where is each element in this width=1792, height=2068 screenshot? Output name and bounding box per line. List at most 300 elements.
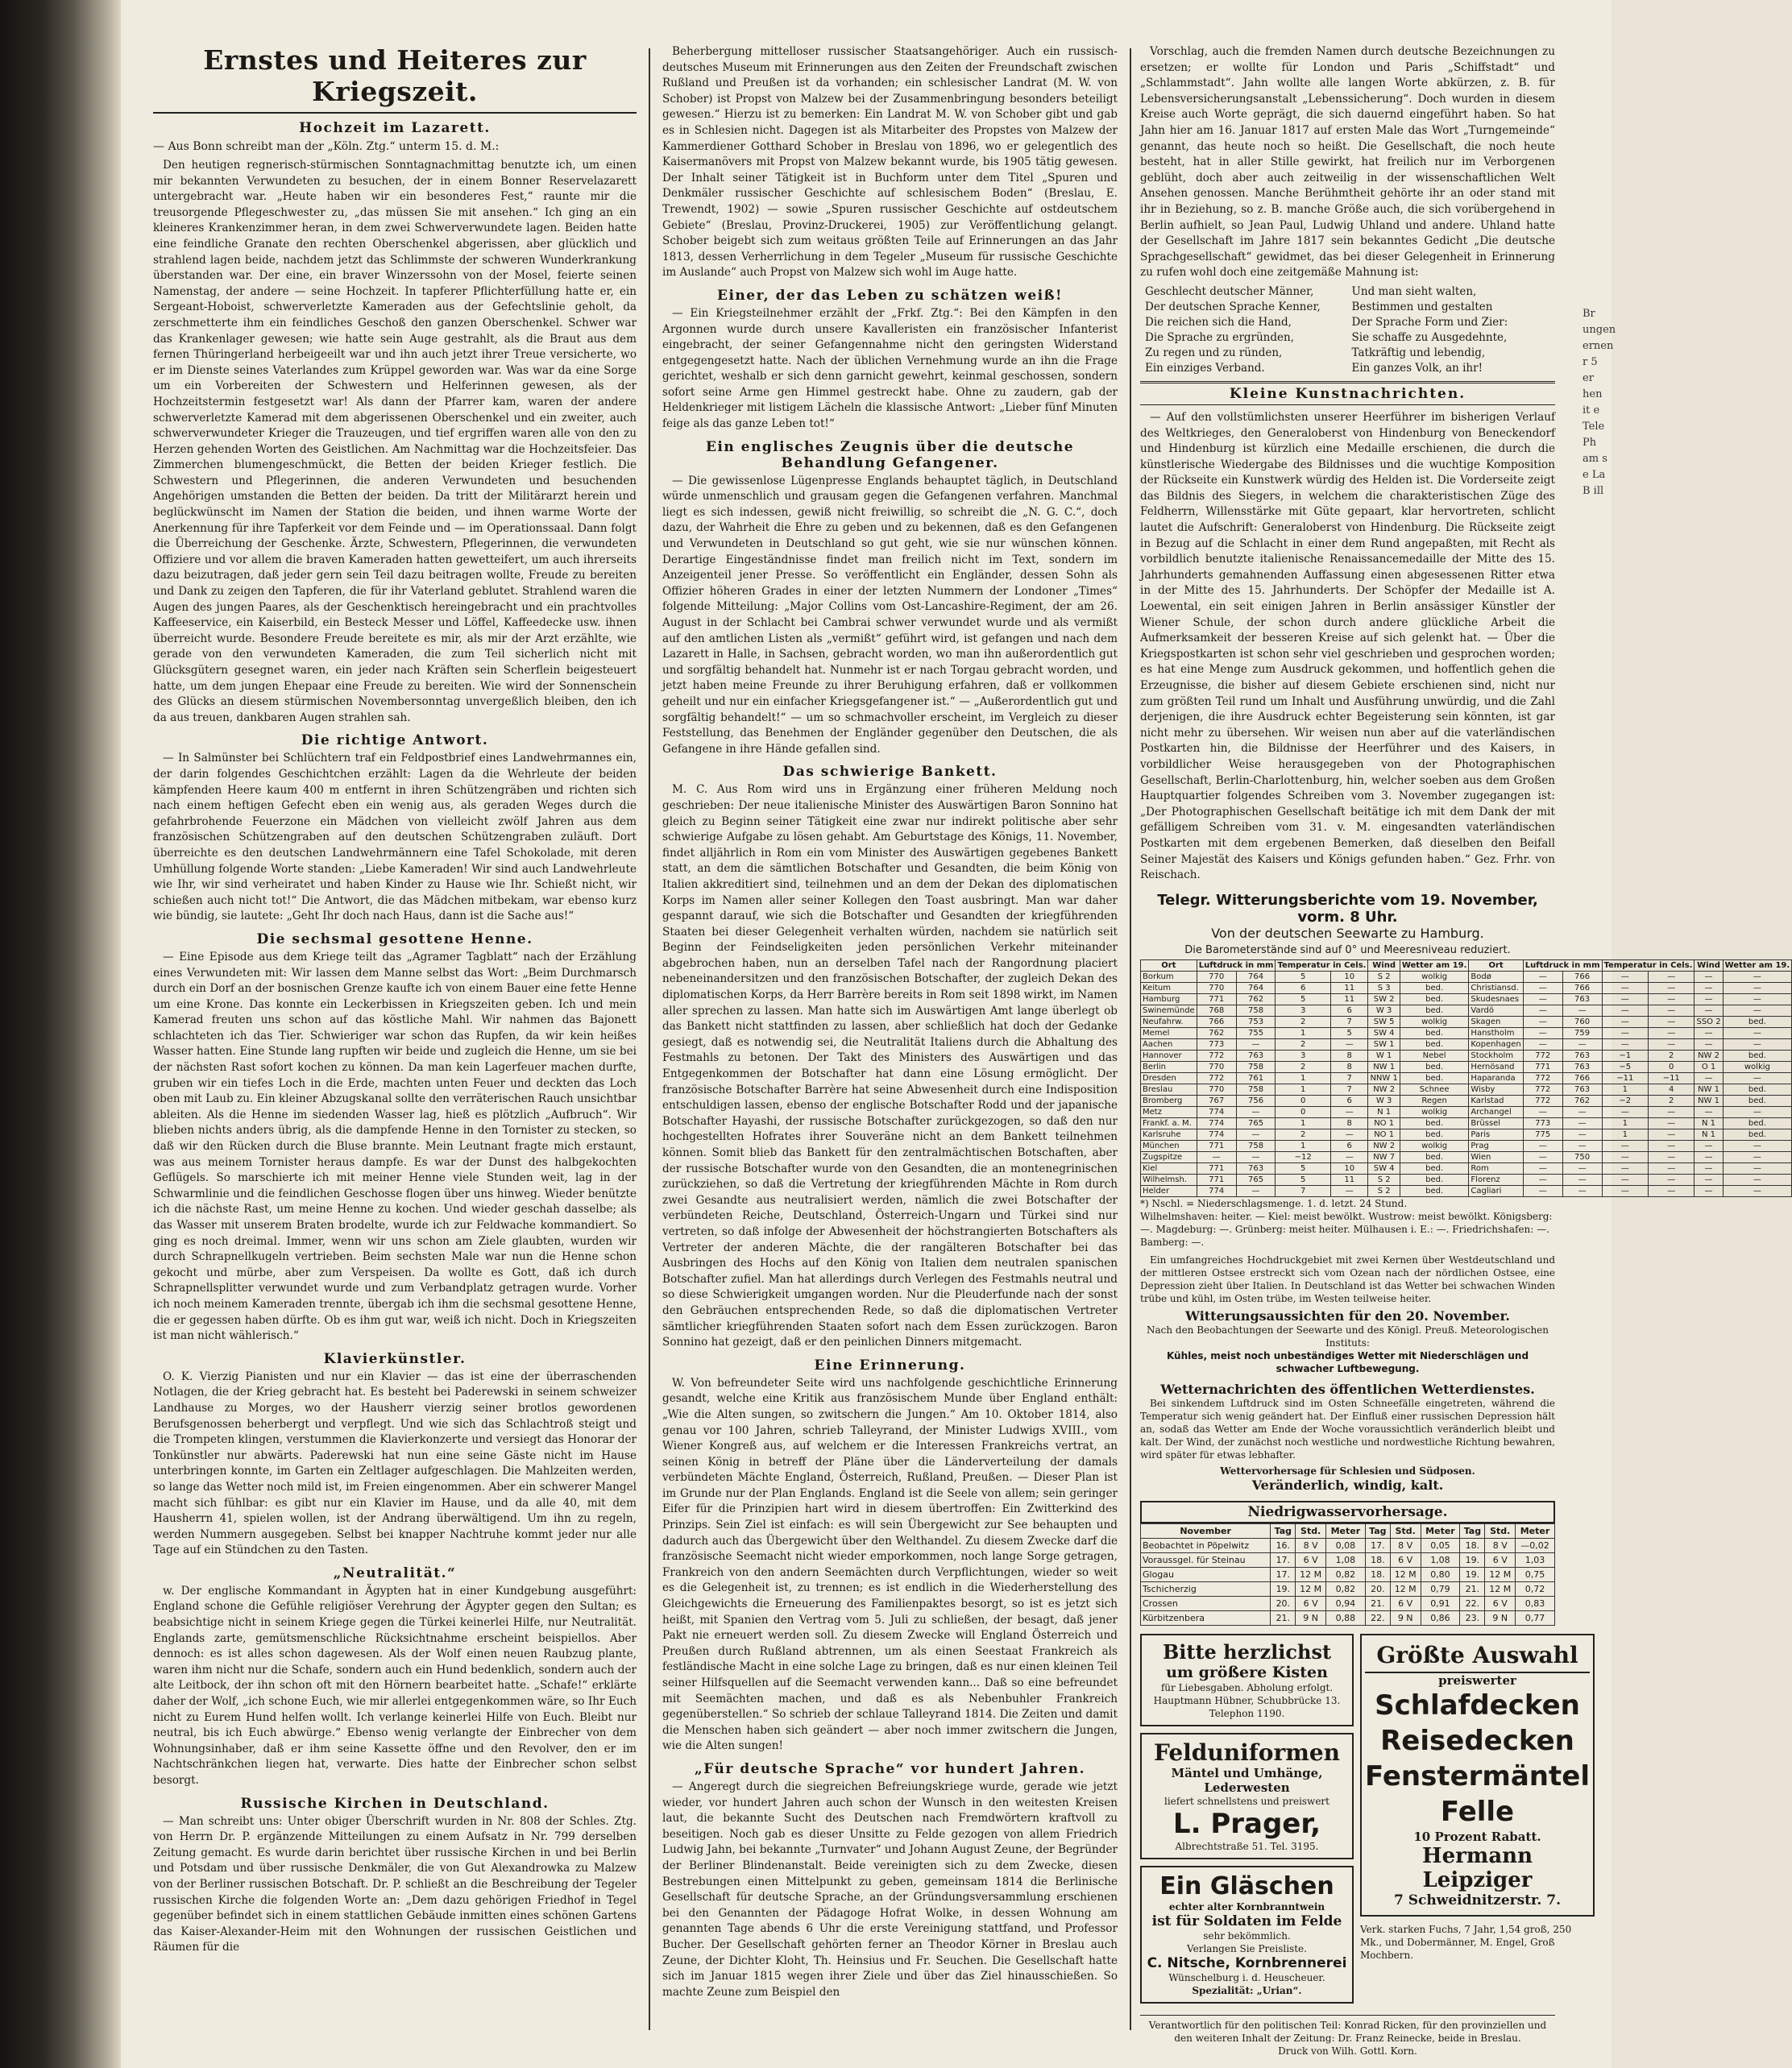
weather-cell: 5: [1276, 1162, 1330, 1174]
weather-footnote: *) Nschl. = Niederschlagsmenge. 1. d. letzt. 24 Stund.: [1140, 1197, 1408, 1209]
niedrigwasser-row: [1141, 1567, 1555, 1581]
niedrigwasser-cell: 12 M: [1485, 1567, 1516, 1581]
niedrigwasser-cell: 17.: [1271, 1552, 1296, 1567]
weather-cell: O 1: [1695, 1061, 1723, 1072]
weather-cell: Regen: [1400, 1095, 1469, 1106]
ads-left: [1140, 1634, 1354, 2010]
weather-cell: 771: [1197, 1174, 1236, 1185]
article-kirchen-cont: Beherbergung mittelloser russischer Staatsangehöriger. Auch ein russisch-deutsches Museum mit Erinnerungen aus den Zeiten der Freundschaft zwischen Rußland und Preußen ist da vorhanden; ein schlesischer Landrat (M. W. von Schober) ist Propst von Malzew bei der Zusammenbringung besonders beteiligt gewesen.“ Hierzu ist zu bemerken: Ein Landrat M. W. von Schober gibt und gab es in Schlesien nicht. Dagegen ist als Mitarbeiter des Propstes von Malzew der Kammerdiener Gotthard Schober in Breslau von 1896, wo er gelegentlich des Kaisermanövers mit Propst von Malzew bekannt wurde, bis 1905 tätig gewesen. Der Inhalt seiner Tätigkeit ist in Buchform unter dem Titel „Spuren und Denkmäler russischer Geschichte auf schlesischem Boden“ (Breslau, E. Trewendt, 1902) — sowie „Spuren russischer Geschichte auf ostdeutschem Gebiete“ (Breslau, Provinz-Druckerei, 1905) zur Veröffentlichung gelangt. Schober beigebt sich zum weitaus größten Teile auf Erinnerungen an das Jahr 1813, dessen Verherrlichung in dem Tegeler „Museum für russische Geschichte im Auslande“ auch Propst von Malzew sich wohl im Auge hatte.: [662, 45, 1118, 280]
weather-cell: —: [1649, 1005, 1695, 1016]
weather-cell: bed.: [1400, 1185, 1469, 1196]
ad-kisten: [1140, 1634, 1354, 1726]
niedrigwasser-cell: 8 V: [1485, 1538, 1516, 1552]
weather-cell: 3: [1276, 1005, 1330, 1016]
wt-head: Wind: [1368, 959, 1400, 971]
weather-cell: —: [1723, 1027, 1792, 1038]
ad-address: Wünschelburg i. d. Heuscheuer.: [1168, 1971, 1325, 1983]
niedrigwasser-cell: 0,94: [1325, 1596, 1365, 1610]
article-neutralitaet: w. Der englische Kommandant in Ägypten hat in einer Kundgebung ausgeführt: England schone die Gefühle religiöser Verehrung der Ägypter gegen den Sultan; es beabsichtige nicht in seinem Kriege gegen die Türkei keinerlei Hilfe, nur Neutralität. Englands zarte, gemütsmenschliche Rücksichtnahme erscheint beispiellos. Aber dennoch: es ist alles schon dagewesen. Als der Wolf einen neuen Raubzug plante, waren ihm nicht nur die Schafe, sondern auch ein Hund bedenklich, sondern auch der alte Leitbock, der ihn schon oft mit den Hörnern bearbeitet hatte. „Schafe!“ erklärte daher der Wolf, „ich schone Euch, wie mir allerlei entgegenkommen wäre, so Ihr Euch nicht zu Eurem Hund helfen wollt. Ich verlange keinerlei Hilfe von Euch. Bleibt nur neutral, bis ich Euch abwürge.“ Ebenso wenig verlangte der Einbrecher von dem Wohnungsinhaber, daß er ihm seine Kassette öffne und den Revolver, den er im Nachtschränkchen liegen hat, verwarte. Dies hatte der Einbrecher schon selbst besorgt.: [153, 1584, 637, 1787]
weather-cell: 1: [1276, 1084, 1330, 1095]
headline-henne: Die sechsmal gesottene Henne.: [256, 930, 533, 947]
weather-cell: 762: [1197, 1027, 1236, 1038]
weather-subtitle: Von der deutschen Seewarte zu Hamburg.: [1211, 925, 1484, 941]
weather-cell: bed.: [1723, 1016, 1792, 1027]
weather-cell: 773: [1197, 1038, 1236, 1050]
weather-cell: —: [1602, 982, 1648, 993]
weather-cell: —: [1330, 1129, 1368, 1140]
niedrigwasser-table: [1140, 1523, 1555, 1626]
weather-cell: Keitum: [1141, 982, 1197, 993]
weather-cell: 7: [1330, 1072, 1368, 1084]
vw-title: Wettervorhersage für Schlesien und Südposen.: [1220, 1465, 1475, 1477]
weather-cell: —: [1562, 1106, 1602, 1117]
weather-cell: 10: [1330, 971, 1368, 982]
weather-cell: 772: [1197, 1072, 1236, 1084]
weather-cell: Florenz: [1469, 1174, 1523, 1185]
weather-cell: —: [1523, 1005, 1562, 1016]
weather-cell: 763: [1236, 1050, 1276, 1061]
nw-head: Tag: [1271, 1523, 1296, 1538]
weather-cell: 774: [1197, 1106, 1236, 1117]
ad-item: Felle: [1440, 1795, 1515, 1828]
headline-neutralitaet: „Neutralität.“: [333, 1564, 457, 1581]
ad-felduniformen: [1140, 1733, 1354, 1859]
column-rule: [649, 48, 650, 2030]
niedrigwasser-cell: 0,86: [1421, 1610, 1460, 1625]
weather-cell: —: [1523, 993, 1562, 1005]
weather-cell: 770: [1197, 982, 1236, 993]
weather-cell: NW 2: [1368, 1140, 1400, 1151]
weather-cell: wolkig: [1723, 1061, 1792, 1072]
weather-cell: 772: [1197, 1050, 1236, 1061]
nw-head: Tag: [1460, 1523, 1485, 1538]
weather-cell: —: [1562, 1140, 1602, 1151]
wt-head: Temperatur in Cels.: [1276, 959, 1368, 971]
weather-cell: —: [1649, 1151, 1695, 1162]
niedrigwasser-cell: 1,08: [1421, 1552, 1460, 1567]
weather-cell: 1: [1602, 1117, 1648, 1129]
weather-cell: —: [1602, 971, 1648, 982]
weather-cell: bed.: [1400, 1038, 1469, 1050]
weather-cell: −11: [1649, 1072, 1695, 1084]
wt-head: Temperatur in Cels.: [1602, 959, 1695, 971]
poem-line: Ein ganzes Volk, an ihr!: [1351, 361, 1483, 375]
ad-line: sehr bekömmlich.: [1203, 1929, 1291, 1942]
weather-cell: 766: [1562, 982, 1602, 993]
weather-cell: —: [1523, 1174, 1562, 1185]
weather-cell: —: [1602, 1162, 1648, 1174]
niedrigwasser-cell: 12 M: [1390, 1567, 1421, 1581]
niedrigwasser-row: [1141, 1596, 1555, 1610]
weather-cell: Bromberg: [1141, 1095, 1197, 1106]
column-rule: [1130, 48, 1131, 2030]
weather-cell: Kopenhagen: [1469, 1038, 1523, 1050]
weather-cell: Bodø: [1469, 971, 1523, 982]
niedrigwasser-cell: 19.: [1271, 1581, 1296, 1596]
ad-item: Fenstermäntel: [1365, 1759, 1590, 1792]
ad-rabatt: 10 Prozent Rabatt.: [1413, 1829, 1541, 1844]
weather-cell: 771: [1197, 1140, 1236, 1151]
weather-cell: Berlin: [1141, 1061, 1197, 1072]
weather-cell: —: [1523, 982, 1562, 993]
weather-cell: 772: [1523, 1095, 1562, 1106]
weather-cell: SW 2: [1368, 993, 1400, 1005]
wn-title: Wetternachrichten des öffentlichen Wetterdienstes.: [1160, 1381, 1535, 1397]
weather-row: [1141, 1095, 1792, 1106]
weather-cell: bed.: [1723, 1050, 1792, 1061]
niedrigwasser-cell: 0,05: [1421, 1538, 1460, 1552]
weather-cell: —: [1330, 1038, 1368, 1050]
weather-cell: 765: [1236, 1174, 1276, 1185]
niedrigwasser-cell: 6 V: [1485, 1596, 1516, 1610]
weather-cell: 2: [1276, 1038, 1330, 1050]
weather-cell: —: [1562, 1005, 1602, 1016]
weather-cell: 763: [1562, 1061, 1602, 1072]
imprint-printer: Druck von Wilh. Gottl. Korn.: [1278, 2045, 1417, 2057]
article-bankett: M. C. Aus Rom wird uns in Ergänzung einer früheren Meldung noch geschrieben: Der neue italienische Minister des Auswärtigen Baron Sonnino hat gleich zu Beginn seiner Tätigkeit eine zwar nur indirekt politische aber sehr schwierige Aufgabe zu lösen gehabt. Am Geburtstage des Königs, 11. November, findet alljährlich in Rom ein vom Minister des Auswärtigen gegebenes Bankett statt, an dem die sämtlichen Botschafter und Gesandten, die beim König von Italien akkreditiert sind, teilnehmen und an dem der Dekan des diplomatischen Korps im Namen aller seiner Kollegen den Toast ausbringt. Man war daher gespannt darauf, wie sich die Botschafter und Gesandten der kriegführenden Staaten bei dieser Gelegenheit verhalten würden, nachdem sie natürlich seit Beginn der Feindseligkeiten jeden persönlichen Verkehr miteinander abgebrochen haben, nun an derselben Tafel nach der Rangordnung placiert nebeneinandersitzen und den französischen Botschafter, der zugleich Dekan des diplomatischen Korps, da Herr Barrère bereits in Rom seit 1898 wirkt, im Namen aller sprechen zu lassen. Man hatte sich im Auswärtigen Amt lange überlegt ob das Bankett nicht stattfinden zu lassen, aber schließlich hat doch der Gedanke gesiegt, daß es notwendig sei, die Neutralität Italiens durch die Abhaltung des Festmahls zu betonen. Der Takt des Ministers des Auswärtigen und das Entgegenkommen der Botschafter hat dann eine Lösung ermöglicht. Der französische Botschafter Barrère hat seine Abwesenheit durch eine Indisposition entschuldigen lassen, ebenso der englische Botschafter Rodd und der japanische Botschafter Hayashi, der russische Botschafter zurückgezogen, so daß den nur hochgestellten Hofrates ihrer Souveräne nicht an dem Bankett teilnehmen können. Somit blieb das Bankett für den zentralmächtischen Botschaften, aber der russische Botschafter wurde von den Gesandten, die an montenegrinischen zurückziehen, so daß die Vertretung der kriegführenden Mächte in Rom durch zwei Gesandte aus neutralisiert werden, nämlich die zwei Botschafter der verbündeten Reiche, Deutschland, Österreich-Ungarn und Türkei sind nur vertreten, so daß infolge der Abwesenheit der höchstrangierten Botschafters als Vertreter der anderen Mächte, die der rangälteren Botschafter bei das Ausbringen des Hochs auf den König von Italien dem neutralen spanischen Botschafter zufiel. Man hat allerdings durch Verlegen des Festmahls neutral und so diese Schwierigkeit umgangen worden. Nur die Pleuderfunde nach der sonst den Gebräuchen entsprechenden Rede, so daß die diplomatischen Vertreter sämtlicher kriegführenden Staaten sofort nach dem Essen zurückzogen. Baron Sonnino hat gezeigt, daß er den peinlichen Dinners mitgemacht.: [662, 783, 1118, 1349]
ad-line: Verlangen Sie Preisliste.: [1187, 1942, 1307, 1954]
ad-title: Bitte herzlichst: [1162, 1639, 1332, 1664]
weather-cell: —: [1695, 1151, 1723, 1162]
niedrigwasser-cell: 6 V: [1485, 1552, 1516, 1567]
weather-cell: SW 4: [1368, 1162, 1400, 1174]
weather-row: [1141, 1151, 1792, 1162]
weather-cell: —: [1649, 1027, 1695, 1038]
weather-cell: —: [1695, 1140, 1723, 1151]
weather-cell: —: [1695, 1072, 1723, 1084]
weather-cell: bed.: [1400, 1174, 1469, 1185]
weather-title: Telegr. Witterungsberichte vom 19. November, vorm. 8 Uhr.: [1157, 891, 1538, 926]
weather-cell: 771: [1523, 1061, 1562, 1072]
article-sprache: — Angeregt durch die siegreichen Befreiungskriege wurde, gerade wie jetzt wieder, vor hundert Jahren auch schon der Wunsch in den weitesten Kreisen laut, die bekannte Sucht des Deutschen nach Fremdwörtern kraftvoll zu beseitigen. Noch gab es dieser Unsitte zu Felde gezogen von allem Friedrich Ludwig Jahn, bei bekannte „Turnvater“ und Johann August Zeune, der Begründer der Berliner Blindenanstalt. Beide vereinigten sich zu dem Zwecke, diesen Bestrebungen einen Mittelpunkt zu geben, gemeinsam 1814 die Berlinische Gesellschaft für deutsche Sprache, an der Gründungsversammlung erschienen bei den Genannten der Pädagoge Hofrat Wolke, in dessen Wohnung am genannten Tage abends 6 Uhr die erste Vereinigung stattfand, und Professor Bucher. Der Gesellschaft gehörten ferner an Theodor Körner in Breslau auch Zeune, der Dichter Kloht, Th. Heinsius und Fr. Seuchen. Die Gesellschaft hatte sich im Januar 1815 wegen ihrer Ziele und über das Ziel hinausschießen. So machte Zeune zum Beispiel den: [662, 1780, 1118, 1999]
weather-cell: NW 2: [1695, 1050, 1723, 1061]
weather-cell: —: [1695, 1027, 1723, 1038]
weather-cell: SW 4: [1368, 1027, 1400, 1038]
weather-row: [1141, 1162, 1792, 1174]
weather-cell: Vardö: [1469, 1005, 1523, 1016]
ad-title: Ein Gläschen: [1159, 1871, 1334, 1900]
weather-cell: 762: [1562, 1095, 1602, 1106]
nw-head: Meter: [1516, 1523, 1555, 1538]
article-kirchen: — Man schreibt uns: Unter obiger Überschrift wurden in Nr. 808 der Schles. Ztg. von Herrn Dr. P. ergänzende Mitteilungen zu einem Aufsatz in Nr. 799 derselben Zeitung gemacht. Es wurde darin berichtet über russische Kirchen in und bei Berlin und Potsdam und über russische Denkmäler, die von Gut Alexandrowka zu Malzew von der Berliner russischen Botschaft. Dr. P. schließt an die Beschreibung der Tegeler russischen Kirche die folgenden Worte an: „Dem dazu gehörigen Friedhof in Tegel gegenüber befindet sich in einem stattlichen Gebäude inmitten eines schönen Gartens das Kaiser-Alexander-Heim mit den Wohnungen der russischen Geistlichen und Räumen für die: [153, 1814, 637, 1954]
weather-cell: 763: [1562, 993, 1602, 1005]
weather-cell: —: [1197, 1151, 1236, 1162]
niedrigwasser-cell: 0,08: [1325, 1538, 1365, 1552]
weather-cell: —: [1723, 1072, 1792, 1084]
niedrigwasser-row: [1141, 1581, 1555, 1596]
weather-cell: 774: [1197, 1185, 1236, 1196]
niedrigwasser-cell: 12 M: [1390, 1581, 1421, 1596]
weather-cell: 756: [1236, 1095, 1276, 1106]
ad-name: L. Prager,: [1172, 1807, 1321, 1840]
niedrigwasser-cell: 6 V: [1390, 1596, 1421, 1610]
niedrigwasser-cell: 18.: [1365, 1567, 1390, 1581]
weather-cell: 764: [1236, 971, 1276, 982]
weather-cell: —: [1236, 1129, 1276, 1140]
weather-cell: Cagliari: [1469, 1185, 1523, 1196]
weather-cell: 1: [1602, 1129, 1648, 1140]
forecast-text: Kühles, meist noch unbeständiges Wetter mit Niederschlägen und schwacher Luftbewegung.: [1166, 1349, 1529, 1374]
article-sprache-cont: Vorschlag, auch die fremden Namen durch deutsche Bezeichnungen zu ersetzen; er wollte für London und Paris „Schiffstadt“ und „Schlammstadt“. Jahn wollte alle langen Worte abkürzen, z. B. für Lebensversicherungsanstalt „Lebenssicherung“. Doch wurden in diesem Kreise auch Worte geprägt, die sich dauernd eingeführt haben. So hat Jahn hier am 16. Januar 1817 auf ersten Male das Wort „Turngemeinde“ genannt, das heute noch so heißt. Die Gesellschaft, die noch heute besteht, hat in aller Stille gewirkt, hat freilich nur im Verborgenen geblüht, doch aber auch zeitweilig in der wissenschaftlichen Welt Ansehen genossen. Manche Berühmtheit gehörte ihr an oder stand mit ihr in Beziehung, so z. B. manche Größe auch, die sich vorübergehend in Berlin aufhielt, so Jean Paul, Ludwig Uhland und andere. Uhland hatte der Gesellschaft im Jahre 1817 sein bekanntes Gedicht „Die deutsche Sprachgesellschaft“ gewidmet, das bei dieser Gelegenheit in Erinnerung zu rufen wohl doch eine zeitgemäße Mahnung ist:: [1140, 45, 1555, 280]
niedrigwasser-cell: —0,02: [1516, 1538, 1555, 1552]
weather-cell: Zugspitze: [1141, 1151, 1197, 1162]
weather-cell: —: [1523, 1140, 1562, 1151]
niedrigwasser-cell: 6 V: [1296, 1596, 1326, 1610]
niedrigwasser-cell: Glogau: [1141, 1567, 1271, 1581]
weather-cell: —: [1649, 1117, 1695, 1129]
wn-text: Bei sinkendem Luftdruck sind im Osten Schneefälle eingetreten, während die Temperatur sich wenig geändert hat. Der Einfluß einer russischen Depression hält an, sodaß das Wetter am Ende der Woche voraussichtlich veränderlich bleibt und kalt. Der Wind, der zunächst noch westliche und nordwestliche Richtung bewahren, wird später für etwas lebhafter.: [1140, 1397, 1555, 1461]
niedrigwasser-cell: 23.: [1460, 1610, 1485, 1625]
page-title: Ernstes und Heiteres zur Kriegszeit.: [203, 44, 587, 107]
weather-row: [1141, 1117, 1792, 1129]
niedrigwasser-cell: 21.: [1365, 1596, 1390, 1610]
weather-cell: Wien: [1469, 1151, 1523, 1162]
weather-cell: 750: [1562, 1151, 1602, 1162]
weather-cell: —: [1523, 1016, 1562, 1027]
ad-line: liefert schnellstens und preiswert: [1164, 1795, 1329, 1807]
niedrigwasser-cell: 19.: [1460, 1567, 1485, 1581]
weather-cell: München: [1141, 1140, 1197, 1151]
headline-zeugnis: Ein englisches Zeugnis über die deutsche Behandlung Gefangener.: [705, 438, 1075, 471]
ad-body: für Liebesgaben. Abholung erfolgt. Hauptmann Hübner, Schubbrücke 13. Telephon 1190.: [1153, 1681, 1341, 1719]
weather-cell: bed.: [1400, 982, 1469, 993]
weather-row: [1141, 1027, 1792, 1038]
nw-head: Std.: [1296, 1523, 1326, 1538]
poem-left: [1145, 284, 1344, 376]
weather-cell: 753: [1236, 1016, 1276, 1027]
weather-cell: Dresden: [1141, 1072, 1197, 1084]
article-hochzeit: Den heutigen regnerisch-stürmischen Sonntagnachmittag benutzte ich, um einen mir bekannten Verwundeten zu besuchen, der in einem Bonner Reservelazarett untergebracht war. „Heute haben wir ein besonderes Fest,“ raunte mir die treusorgende Pflegeschwester zu, „das müssen Sie mit ansehen.“ Ich ging an ein kleineres Krankenzimmer heran, in dem zwei Schwerverwundete lagen. Beiden hatte eine feindliche Granate den rechten Oberschenkel abgerissen, aber glücklich und strahlend lagen beide, nachdem jetzt das Schlimmste der schweren Wunderkrankung überstanden war. Der eine, ein braver Winzerssohn von der Mosel, feierte seinen Namenstag, der andere — seine Hochzeit. In tapferer Pflichterfüllung hatte er, ein Sergeant-Hoboist, schwerverletzte Kameraden aus der Gefechtslinie geholt, da zerschmetterte ihm ein feindliches Geschoß den ganzen Oberschenkel. Schwer war das Krankenlager gewesen; wie hatte sein Auge gestrahlt, als die Braut aus dem fernen Thüringerland herbeigeeilt war und ihn auch jetzt ihrer Treue versicherte, wo er im Dienste seines Vaterlandes zum Krüppel geworden war. Was war da eine Sorge um ein Vorbereiten der Schwestern und Helferinnen gewesen, als der Hochzeitstermin festgesetzt war! Als dann der Pfarrer kam, waren der andere schwerverletzte Kamerad mit dem abgerissenen Oberschenkel und ein zweiter, auch schwerverwundeter Krieger die Trauzeugen, und tief ergriffen waren alle von den zu Herzen gehenden Worten des Geistlichen. Am Nachmittag war die Hochzeitsfeier. Das Zimmerchen blumengeschmückt, die Betten der beiden Krieger festlich. Die Schwestern und Pflegerinnen, die anderen Verwundeten und besuchenden Angehörigen umstanden die Betten der beiden. Da tritt der Militärarzt herein und beglückwünscht im Namen der Station die beiden, und ihnen warme Worte der Anerkennung für ihre Tapferkeit vor dem Feinde und — im Operationssaal. Dann folgt die Überreichung der Geschenke. Ärzte, Schwestern, Pflegerinnen, die verwundeten Offiziere und vor allem die braven Kameraden hatten gewetteifert, um auch ihrerseits dazu beizutragen, daß jeder gern sein Teil dazu beitragen wollte, Freude zu bereiten und Dank zu zeigen den Tapferen, die für ihr Vaterland geblutet. Strahlend waren die Augen des jungen Paares, als der Geschenktisch hereingebracht und ein prachtvolles Kaffeeservice, ein Kaiserbild, ein Besteck Messer und Löffel, Kaffeedecke usw. ihnen überreicht wurde. Besondere Freude bereitete es mir, als mir der Arzt erzählte, wie gerade von den verwundeten Kameraden, die zum Teil sicherlich nicht mit Glücksgütern gesegnet waren, ein jeder nach Kräften sein Scherflein beigesteuert hatte, um dem jungen Ehepaar eine Freude zu bereiten. Wie wird der Sonnenschein des Glücks an diesem stürmischen Novembersonntag unvergeßlich bleiben, den ich da aus treuen, dankbaren Augen strahlen sah.: [153, 159, 637, 724]
weather-cell: bed.: [1723, 1129, 1792, 1140]
weather-cell: 772: [1523, 1084, 1562, 1095]
weather-cell: —: [1602, 1016, 1648, 1027]
weather-cell: NW 1: [1695, 1095, 1723, 1106]
weather-cell: —: [1602, 1140, 1648, 1151]
weather-cell: Nebel: [1400, 1050, 1469, 1061]
article-kunst: — Auf den vollstümlichsten unserer Heerführer im bisherigen Verlauf des Weltkrieges, den Generaloberst von Hindenburg von Beneckendorf und Hindenburg ist kürzlich eine Medaille erschienen, die durch die künstlerische Wiedergabe des Bildnisses und die wuchtige Komposition der Rückseite ein Kunstwerk würdig des Helden ist. Die Vorderseite zeigt das Bildnis des Siegers, in welchem die charakteristischen Züge des Feldherrn, Willensstärke mit Güte gepaart, klar hervortreten, schlicht lautet die Aufschrift: Generaloberst von Hindenburg. Die Rückseite zeigt in Bezug auf die Schlacht in einer dem Rund angepaßten, mit Recht als vorbildlich benutzte italienische Renaissancemedaille der Mitte des 15. Jahrhunderts gemahnenden Auffassung einen abgesessenen Ritter etwa in der Mitte des 15. Jahrhunderts. Der Schöpfer der Medaille ist A. Loewental, ein seit einigen Jahren in Berlin ansässiger Künstler der Wiener Schule, der schon durch andere glückliche Arbeit die Aufmerksamkeit der besseren Kreise auf sich gelenkt hat. — Über die Kriegspostkarten ist schon sehr viel geschrieben und gesprochen worden; es hat eine Menge zum Ausdruck gekommen, und hoffentlich gehen die Erzeugnisse, die bisher auf diesem Gebiete erschienen sind, nicht nur zum größten Teil rund um Inhalt und Ausführung unwürdig, und die Zahl derjenigen, die ihre Ausdruck echter Begeisterung sein könnten, ist gar nicht mehr zu übersehen. Wir weisen nun aber auf die vaterländischen Postkarten hin, die Bildnisse der Heerführer und des Kaisers, in vorbildlicher Weise herausgegeben von der Photographischen Gesellschaft, Berlin-Charlottenburg, hin, welcher soeben aus dem Großen Hauptquartier folgendes Schreiben vom 3. November zugegangen ist: „Der Photographischen Gesellschaft beitätige ich mit dem Dank der mit gefälligem Schreiben vom 31. v. M. eingesandten vaterländischen Postkarten mit dem ergebenen Bemerken, daß dieselben den Beifall Seiner Majestät des Kaisers und Königs gefunden haben.“ Gez. Frhr. von Reischach.: [1140, 410, 1555, 882]
weather-cell: Skagen: [1469, 1016, 1523, 1027]
ad-line: Lederwesten: [1204, 1780, 1290, 1795]
niedrigwasser-cell: 22.: [1460, 1596, 1485, 1610]
weather-cell: Kiel: [1141, 1162, 1197, 1174]
wt-head: Wetter am 19.: [1400, 959, 1469, 971]
poem-line: Sie schaffe zu Ausgedehnte,: [1351, 330, 1508, 344]
niedrigwasser-cell: 17.: [1271, 1567, 1296, 1581]
weather-row: [1141, 1016, 1792, 1027]
weather-cell: —: [1695, 982, 1723, 993]
weather-cell: −5: [1602, 1061, 1648, 1072]
weather-cell: bed.: [1723, 1084, 1792, 1095]
weather-cell: bed.: [1400, 1129, 1469, 1140]
weather-cell: —: [1523, 1151, 1562, 1162]
poem-line: Tatkräftig und lebendig,: [1351, 346, 1486, 359]
weather-cell: −11: [1602, 1072, 1648, 1084]
weather-cell: —: [1523, 971, 1562, 982]
ad-line: echter alter Kornbranntwein: [1168, 1900, 1325, 1913]
weather-cell: 766: [1197, 1016, 1236, 1027]
weather-cell: 0: [1276, 1095, 1330, 1106]
weather-cell: 774: [1197, 1129, 1236, 1140]
weather-cell: 10: [1330, 1162, 1368, 1174]
weather-row: [1141, 1084, 1792, 1095]
poem-line: Zu regen und zu ründen,: [1145, 346, 1283, 359]
weather-cell: —: [1602, 993, 1648, 1005]
weather-cell: —: [1695, 1005, 1723, 1016]
weather-cell: W 1: [1368, 1050, 1400, 1061]
ad-fuchs: Verk. starken Fuchs, 7 Jahr, 1,54 groß, 250 Mk., und Dobermänner, M. Engel, Groß Mochbern.: [1360, 1923, 1572, 1961]
weather-cell: 775: [1523, 1129, 1562, 1140]
headline-klavier: Klavierkünstler.: [323, 1350, 467, 1367]
ads-right: [1360, 1634, 1595, 2010]
weather-cell: —: [1649, 1016, 1695, 1027]
niedrigwasser-cell: 0,83: [1516, 1596, 1555, 1610]
weather-cell: —: [1649, 1106, 1695, 1117]
imprint: [1140, 2015, 1555, 2058]
weather-cell: 2: [1276, 1016, 1330, 1027]
weather-cell: 763: [1236, 1162, 1276, 1174]
weather-cell: —: [1236, 1151, 1276, 1162]
weather-cell: Karlstad: [1469, 1095, 1523, 1106]
weather-cell: SW 1: [1368, 1038, 1400, 1050]
weather-cell: Karlsruhe: [1141, 1129, 1197, 1140]
weather-cell: —: [1523, 1106, 1562, 1117]
weather-cell: —: [1602, 1151, 1648, 1162]
weather-cell: 2: [1276, 1129, 1330, 1140]
weather-cell: —: [1602, 1185, 1648, 1196]
weather-cell: 755: [1236, 1027, 1276, 1038]
weather-cell: 4: [1649, 1084, 1695, 1095]
weather-cell: —: [1695, 1106, 1723, 1117]
weather-cell: SW 5: [1368, 1016, 1400, 1027]
weather-cell: 6: [1330, 1095, 1368, 1106]
weather-cell: S 3: [1368, 982, 1400, 993]
niedrigwasser-cell: 0,80: [1421, 1567, 1460, 1581]
niedrigwasser-cell: Tschicherzig: [1141, 1581, 1271, 1596]
weather-cell: 764: [1236, 982, 1276, 993]
weather-cell: N 1: [1368, 1106, 1400, 1117]
weather-cell: —: [1562, 1117, 1602, 1129]
niedrigwasser-cell: 18.: [1365, 1552, 1390, 1567]
niedrigwasser-cell: 0,77: [1516, 1610, 1555, 1625]
column-2: [662, 44, 1118, 2042]
niedrigwasser-cell: Crossen: [1141, 1596, 1271, 1610]
weather-row: [1141, 1106, 1792, 1117]
weather-cell: −2: [1602, 1095, 1648, 1106]
niedrigwasser-cell: Beobachtet in Pöpelwitz: [1141, 1538, 1271, 1552]
weather-cell: 772: [1523, 1050, 1562, 1061]
weather-cell: Aachen: [1141, 1038, 1197, 1050]
weather-cell: 7: [1330, 1084, 1368, 1095]
weather-cell: 759: [1562, 1027, 1602, 1038]
weather-row: [1141, 971, 1792, 982]
weather-cell: —: [1723, 1005, 1792, 1016]
forecast-title: Witterungsaussichten für den 20. November.: [1185, 1308, 1510, 1324]
niedrigwasser-cell: 12 M: [1296, 1581, 1326, 1596]
weather-cell: —: [1330, 1151, 1368, 1162]
headline-antwort: Die richtige Antwort.: [301, 732, 489, 749]
weather-cell: —: [1523, 1038, 1562, 1050]
weather-cell: bed.: [1723, 1117, 1792, 1129]
weather-cell: —: [1723, 1038, 1792, 1050]
weather-cell: Stockholm: [1469, 1050, 1523, 1061]
niedrigwasser-cell: 6 V: [1296, 1552, 1326, 1567]
niedrigwasser-cell: 21.: [1460, 1581, 1485, 1596]
weather-cell: —: [1649, 1140, 1695, 1151]
weather-cell: —: [1695, 971, 1723, 982]
weather-cell: 763: [1562, 1050, 1602, 1061]
ad-name: Hermann Leipziger: [1422, 1843, 1533, 1892]
weather-cell: —: [1649, 1174, 1695, 1185]
niedrigwasser-cell: 17.: [1365, 1538, 1390, 1552]
niedrigwasser-cell: 0,82: [1325, 1581, 1365, 1596]
weather-cell: 770: [1197, 1084, 1236, 1095]
weather-cell: S 2: [1368, 1185, 1400, 1196]
weather-cell: Hanstholm: [1469, 1027, 1523, 1038]
weather-cell: 6: [1276, 982, 1330, 993]
weather-row: [1141, 1061, 1792, 1072]
weather-cell: 6: [1330, 1140, 1368, 1151]
weather-cell: Schnee: [1400, 1084, 1469, 1095]
ad-item: Schlafdecken: [1375, 1689, 1580, 1722]
weather-cell: —: [1236, 1185, 1276, 1196]
weather-cell: 766: [1562, 1072, 1602, 1084]
weather-cell: 770: [1197, 971, 1236, 982]
weather-cell: 11: [1330, 1174, 1368, 1185]
article-antwort: — In Salmünster bei Schlüchtern traf ein Feldpostbrief eines Landwehrmannes ein, der darin folgendes Geschichtchen erzählt: Lagen da die Wehrleute der beiden kämpfenden Heere kaum 400 m entfernt in ihren Schützengräben und richten sich nach einem heftigen Gefecht eben ein wenig aus, als geraden Weges durch die gefahrbrohende Feuerzone ein Mädchen von vielleicht zwölf Jahren aus dem französischen Schützengraben auf den deutschen Schützengraben zuläuft. Dort überreichte es den deutschen Landwehrmännern eine Tafel Schokolade, mit deren Umhüllung folgende Worte standen: „Liebe Kameraden! Wir sind auch Landwehrleute wie Ihr, wir sind verheiratet und haben Kinder zu Hause wie Ihr. Schießt nicht, wir schießen auch nicht tot!“ Die Antwort, die das Mädchen mitbekam, war ebenso kurz wie bündig, sie lautete: „Geht Ihr doch nach Haus, dann ist die Sache aus!“: [153, 752, 637, 923]
weather-cell: —: [1723, 1140, 1792, 1151]
weather-cell: Memel: [1141, 1027, 1197, 1038]
ad-title: Größte Auswahl: [1365, 1642, 1590, 1673]
weather-row: [1141, 1072, 1792, 1084]
weather-cell: 8: [1330, 1061, 1368, 1072]
weather-cell: bed.: [1400, 1061, 1469, 1072]
niedrigwasser-cell: 20.: [1271, 1596, 1296, 1610]
weather-cell: 1: [1276, 1027, 1330, 1038]
weather-cell: 768: [1197, 1005, 1236, 1016]
weather-cell: Brüssel: [1469, 1117, 1523, 1129]
poem-line: Geschlecht deutscher Männer,: [1145, 284, 1314, 298]
niedrigwasser-cell: 18.: [1460, 1538, 1485, 1552]
weather-row: [1141, 1185, 1792, 1196]
weather-summary: Ein umfangreiches Hochdruckgebiet mit zwei Kernen über Westdeutschland und der mittleren Ostsee erstreckt sich vom Ozean nach der nördlichen Ostsee, eine Depression zieht über Italien. In Deutschland ist das Wetter bei schwachen Winden trübe und kühl, im Osten trübe, im Westen teilweise heiter.: [1140, 1254, 1555, 1304]
weather-cell: —: [1649, 1038, 1695, 1050]
weather-cell: 1: [1276, 1117, 1330, 1129]
weather-cell: 765: [1236, 1117, 1276, 1129]
article-erinnerung: W. Von befreundeter Seite wird uns nachfolgende geschichtliche Erinnerung gesandt, welche eine Kritik aus französischem Munde über England enthält: „Wie die Alten sungen, so zwitschern die Jungen.“ Am 10. Oktober 1814, also genau vor 100 Jahren, schrieb Talleyrand, der Minister Ludwigs XVIII., vom Wiener Kongreß aus, auf welchem er die Interessen Frankreichs vertrat, an seinen König in betreff der Pläne über die Länderverteilung der damals verbündeten Mächte England, Österreich, Rußland, Preußen. — Dieser Plan ist im Grunde nur der Plan Englands. England ist die Seele von allem; sein geringer Eifer für die Prinzipien hart wird in diesem übertroffen: Ein Zwitterkind des Prinzips. Sein Ziel ist einfach: es will sein Übergewicht zur See behaupten und dadurch auch das Übergewicht über den Welthandel. Zu diesem Zwecke darf die französische Seemacht nicht wieder emporkommen, noch lange Sorge getragen, Frankreich von den andern Seemächten durch Verpflichtungen, wieder so weit es die Gelegenheit ist, zu trennen; es ist endlich in die Wiederherstellung des Gleichgewichts die Erneuerung des Familienpaktes besorgt, so ist es jetzt sich heißt, mit Spanien den Vertrag vom 5. Juli zu schließen, der besagt, daß jener Pakt nie erneuert werden soll. Zu diesem Zwecke will England Österreich und Preußen durch Rußland abtrennen, um als einen Seestaat Frankreich als festländische Macht in eine solche Lage zu bringen, daß es nur einen kleinen Teil seiner Hilfsquellen auf die Seemacht verwenden kann... Daß so eine befreundet mit Seemächten machen, und daß es als Nebenbuhler Frankreich gegenüberstellen.“ So schrieb der schlaue Talleyrand 1814. Die Zeiten und damit die Menschen haben sich geändert — aber noch immer zwitschern die Jungen, wie die Alten sungen!: [662, 1376, 1118, 1753]
niedrigwasser-cell: 0,88: [1325, 1610, 1365, 1625]
weather-cell: —: [1602, 1005, 1648, 1016]
weather-cell: —: [1649, 993, 1695, 1005]
weather-cell: —: [1723, 1162, 1792, 1174]
weather-cell: —: [1602, 1038, 1648, 1050]
poem-line: Der Sprache Form und Zier:: [1351, 315, 1508, 329]
weather-cell: —: [1602, 1174, 1648, 1185]
vw-sub: Veränderlich, windig, kalt.: [1251, 1477, 1444, 1493]
weather-cell: —: [1695, 1038, 1723, 1050]
weather-cell: —: [1649, 1129, 1695, 1140]
niedrigwasser-title: Niedrigwasservorhersage.: [1140, 1501, 1555, 1523]
weather-cell: NO 1: [1368, 1129, 1400, 1140]
weather-cell: Haparanda: [1469, 1072, 1523, 1084]
weather-cell: Breslau: [1141, 1084, 1197, 1095]
weather-cell: —: [1236, 1038, 1276, 1050]
niedrigwasser-cell: 0,79: [1421, 1581, 1460, 1596]
ad-address: 7 Schweidnitzerstr. 7.: [1393, 1892, 1561, 1908]
niedrigwasser-cell: 0,75: [1516, 1567, 1555, 1581]
ad-address: Albrechtstraße 51. Tel. 3195.: [1175, 1840, 1319, 1852]
weather-cell: Rom: [1469, 1162, 1523, 1174]
weather-cell: W 3: [1368, 1005, 1400, 1016]
